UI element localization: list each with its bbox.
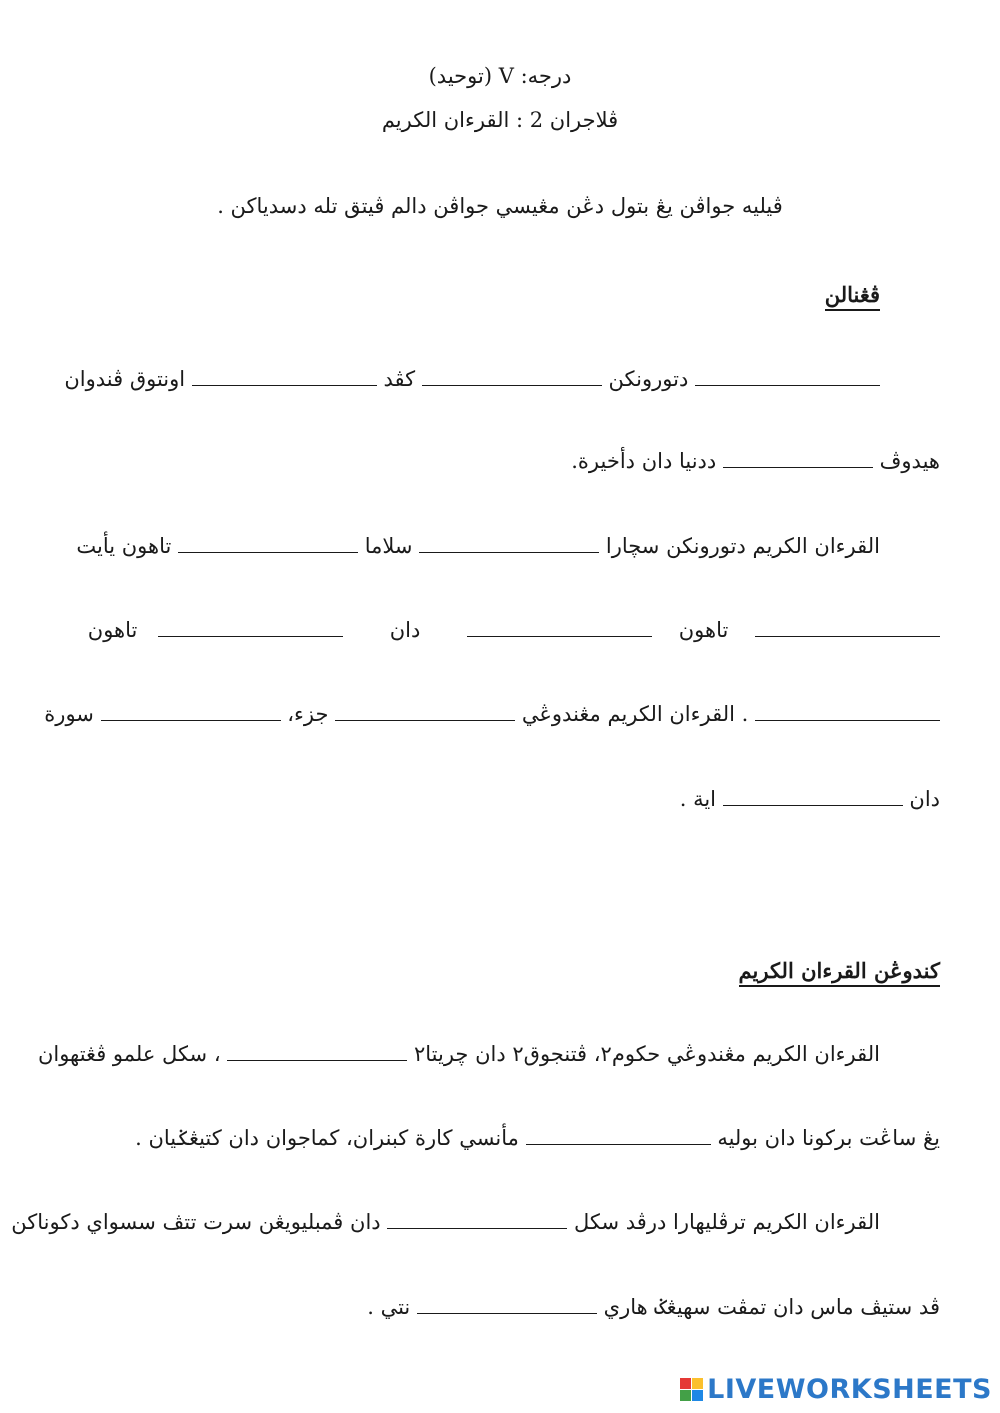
- answer-blank-10[interactable]: [755, 719, 940, 721]
- instruction-text: ڤيليه جواڤن يڠ بتول دڠن مڠيسي جواڤن دالم ڤيتق تله دسدياکن .: [217, 194, 783, 218]
- question-3: القرءان الكريم دتورونکن سچارا سلاما تاهون يأيت: [76, 534, 880, 558]
- section-title-introduction: ڤڠنالن: [825, 282, 880, 307]
- question-1: دتورونکن کڤد اونتوق ڤندوان: [64, 367, 880, 391]
- answer-blank-7[interactable]: [755, 635, 940, 637]
- answer-blank-14[interactable]: [227, 1059, 407, 1061]
- answer-blank-3[interactable]: [192, 384, 377, 386]
- liveworksheets-watermark: LIVEWORKSHEETS: [680, 1372, 992, 1406]
- answer-blank-11[interactable]: [335, 719, 515, 721]
- section2-question-1: القرءان الكريم مڠندوڠي حکوم٢، ڤتنجوق٢ دان چريتا٢ ، سکل علمو ڤڠتهوان: [37, 1042, 880, 1066]
- answer-blank-9[interactable]: [158, 635, 343, 637]
- liveworksheets-logo-icon: [680, 1378, 703, 1401]
- question-5: . القرءان الكريم مڠندوڠي جزء، سورة: [44, 702, 940, 726]
- answer-blank-6[interactable]: [178, 551, 358, 553]
- answer-blank-16[interactable]: [387, 1227, 567, 1229]
- section2-question-2: يڠ ساڠت برکونا دان بوليه مأنسي کارة کبنران، کماجوان دان کتيڠݢيان .: [135, 1126, 940, 1150]
- section-title-contents: کندوڠن القرءان الكريم: [739, 958, 940, 983]
- answer-blank-4[interactable]: [723, 466, 873, 468]
- section2-question-4: ڤد ستيڤ ماس دان تمڤت سهيڠݢ هاري نتي .: [367, 1295, 940, 1319]
- section2-question-3: القرءان الكريم ترڤليهارا درڤد سکل دان ڤمبليويڠن سرت تتڤ سسواي دکوناکن: [11, 1210, 880, 1234]
- grade-label: درجه: V (توحيد): [428, 64, 572, 88]
- question-2: هيدوڤ ددنيا دان دأخيرة.: [571, 449, 940, 473]
- question-4: تاهون دان تاهون: [88, 618, 940, 642]
- lesson-title: ڤلاجران 2 : القرءان الكريم: [381, 108, 619, 132]
- answer-blank-17[interactable]: [417, 1312, 597, 1314]
- answer-blank-5[interactable]: [419, 551, 599, 553]
- answer-blank-1[interactable]: [695, 384, 880, 386]
- answer-blank-8[interactable]: [467, 635, 652, 637]
- answer-blank-13[interactable]: [723, 804, 903, 806]
- answer-blank-12[interactable]: [101, 719, 281, 721]
- answer-blank-2[interactable]: [422, 384, 602, 386]
- answer-blank-15[interactable]: [526, 1143, 711, 1145]
- question-6: دان اية .: [679, 787, 940, 811]
